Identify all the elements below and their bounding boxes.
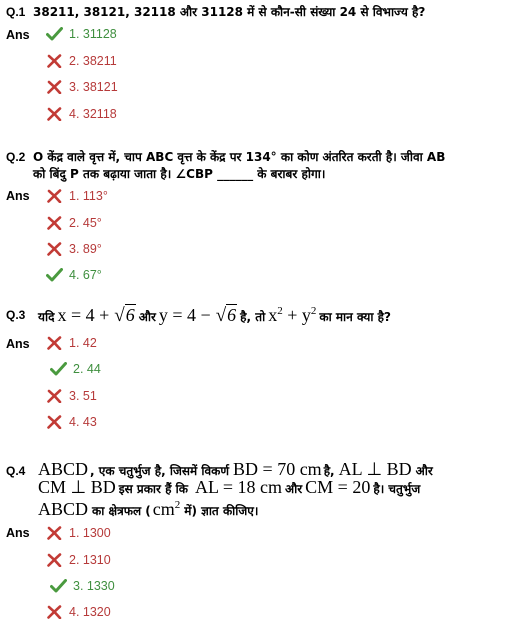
question-text-part: यदि (38, 310, 55, 324)
option-label: 1. 113° (69, 189, 108, 203)
question-text-part: और (415, 464, 433, 478)
option-label: 3. 89° (69, 242, 102, 256)
cross-icon (46, 553, 63, 567)
option-label: 3. 1330 (73, 579, 115, 593)
math-al-length: AL = 18 cm (195, 477, 282, 497)
answer-label: Ans (6, 189, 30, 203)
option (46, 526, 111, 540)
math-bd-length: BD = 70 cm (233, 459, 322, 479)
question-text-part: , एक चतुर्भुज है, जिसमें विकर्ण (90, 464, 230, 478)
question-number: Q.2 (6, 150, 26, 164)
option-label: 4. 1320 (69, 605, 111, 619)
question-text-part: का मान क्या है? (319, 310, 391, 324)
question-text-part: में) ज्ञात कीजिए। (184, 504, 259, 518)
math-cm-length: CM = 20 (305, 477, 371, 497)
question-text-line: O केंद्र वाले वृत्त में, चाप ABC वृत्त के केंद्र पर 134° का कोण अंतरित करती है। जीवा AB (33, 150, 446, 164)
math-root (214, 306, 237, 325)
radical-sign-icon: √ (215, 305, 227, 326)
math-root (112, 306, 135, 325)
math-y-expression: y = 4 − (158, 305, 211, 325)
cross-icon (46, 415, 63, 429)
option (46, 54, 117, 68)
math-x: x (268, 305, 278, 325)
option-label: 1. 1300 (69, 526, 111, 540)
question-text-part: है, तो (240, 310, 266, 324)
check-icon (50, 362, 67, 376)
option (46, 107, 117, 121)
option (46, 189, 108, 203)
option-label: 3. 51 (69, 389, 97, 403)
question-text-part: है, (323, 464, 335, 478)
option-label: 4. 32118 (69, 107, 117, 121)
option (46, 242, 102, 256)
cross-icon (46, 80, 63, 94)
superscript: 2 (174, 499, 181, 511)
math-sum-expression (268, 302, 316, 324)
unit-cm: cm (152, 499, 175, 519)
option (50, 579, 115, 593)
cross-icon (46, 242, 63, 256)
option (50, 362, 101, 376)
math-al-perpendicular: AL ⊥ BD (338, 459, 412, 479)
radical-sign-icon: √ (114, 305, 125, 326)
question-text-line: को बिंदु P तक बढ़ाया जाता है। ∠CBP ______ के बराबर होगा। (33, 167, 326, 181)
check-icon (50, 579, 67, 593)
answer-label: Ans (6, 526, 30, 540)
option-label: 1. 42 (69, 336, 97, 350)
cross-icon (46, 605, 63, 619)
question-number: Q.3 (6, 308, 26, 322)
question-text-part: और (138, 310, 156, 324)
math-x-expression: x = 4 + (57, 305, 110, 325)
root-value: 6 (227, 305, 237, 325)
superscript: 2 (277, 305, 283, 317)
cross-icon (46, 389, 63, 403)
option-label: 4. 43 (69, 415, 97, 429)
math-plus: + (282, 305, 302, 325)
option (46, 389, 97, 403)
option-label: 2. 1310 (69, 553, 111, 567)
option-label: 4. 67° (69, 268, 102, 282)
option (46, 216, 102, 230)
question-text-part: का क्षेत्रफल ( (92, 504, 151, 518)
math-unit (153, 496, 181, 518)
cross-icon (46, 216, 63, 230)
option-label: 3. 38121 (69, 80, 118, 94)
question-text: 38211, 38121, 32118 और 31128 में से कौन-सी संख्या 24 से विभाज्य है? (33, 5, 426, 19)
cross-icon (46, 526, 63, 540)
option (46, 336, 97, 350)
option-label: 1. 31128 (69, 27, 117, 41)
option-label: 2. 38211 (69, 54, 117, 68)
question-number: Q.4 (6, 464, 26, 478)
option-label: 2. 44 (73, 362, 101, 376)
math-abcd: ABCD (38, 499, 89, 519)
math-abcd: ABCD (38, 459, 89, 479)
cross-icon (46, 336, 63, 350)
question-text-part: और (284, 482, 303, 496)
question-text-line (38, 496, 258, 520)
option (46, 80, 118, 94)
option (46, 268, 102, 282)
answer-label: Ans (6, 337, 30, 351)
answer-label: Ans (6, 28, 30, 42)
question-text-part: इस प्रकार हैं कि (118, 482, 188, 496)
superscript: 2 (310, 305, 317, 317)
question-text-line (38, 478, 420, 498)
cross-icon (46, 54, 63, 68)
question-text-part: है। चतुर्भुज (373, 482, 421, 496)
question-number: Q.1 (6, 5, 26, 19)
cross-icon (46, 189, 63, 203)
question-text (38, 302, 391, 326)
option (46, 27, 117, 41)
root-value: 6 (125, 305, 135, 325)
option (46, 415, 97, 429)
math-y: y (301, 305, 311, 325)
option (46, 605, 111, 619)
check-icon (46, 27, 63, 41)
cross-icon (46, 107, 63, 121)
option-label: 2. 45° (69, 216, 102, 230)
math-cm-perpendicular: CM ⊥ BD (38, 477, 116, 497)
option (46, 553, 111, 567)
check-icon (46, 268, 63, 282)
